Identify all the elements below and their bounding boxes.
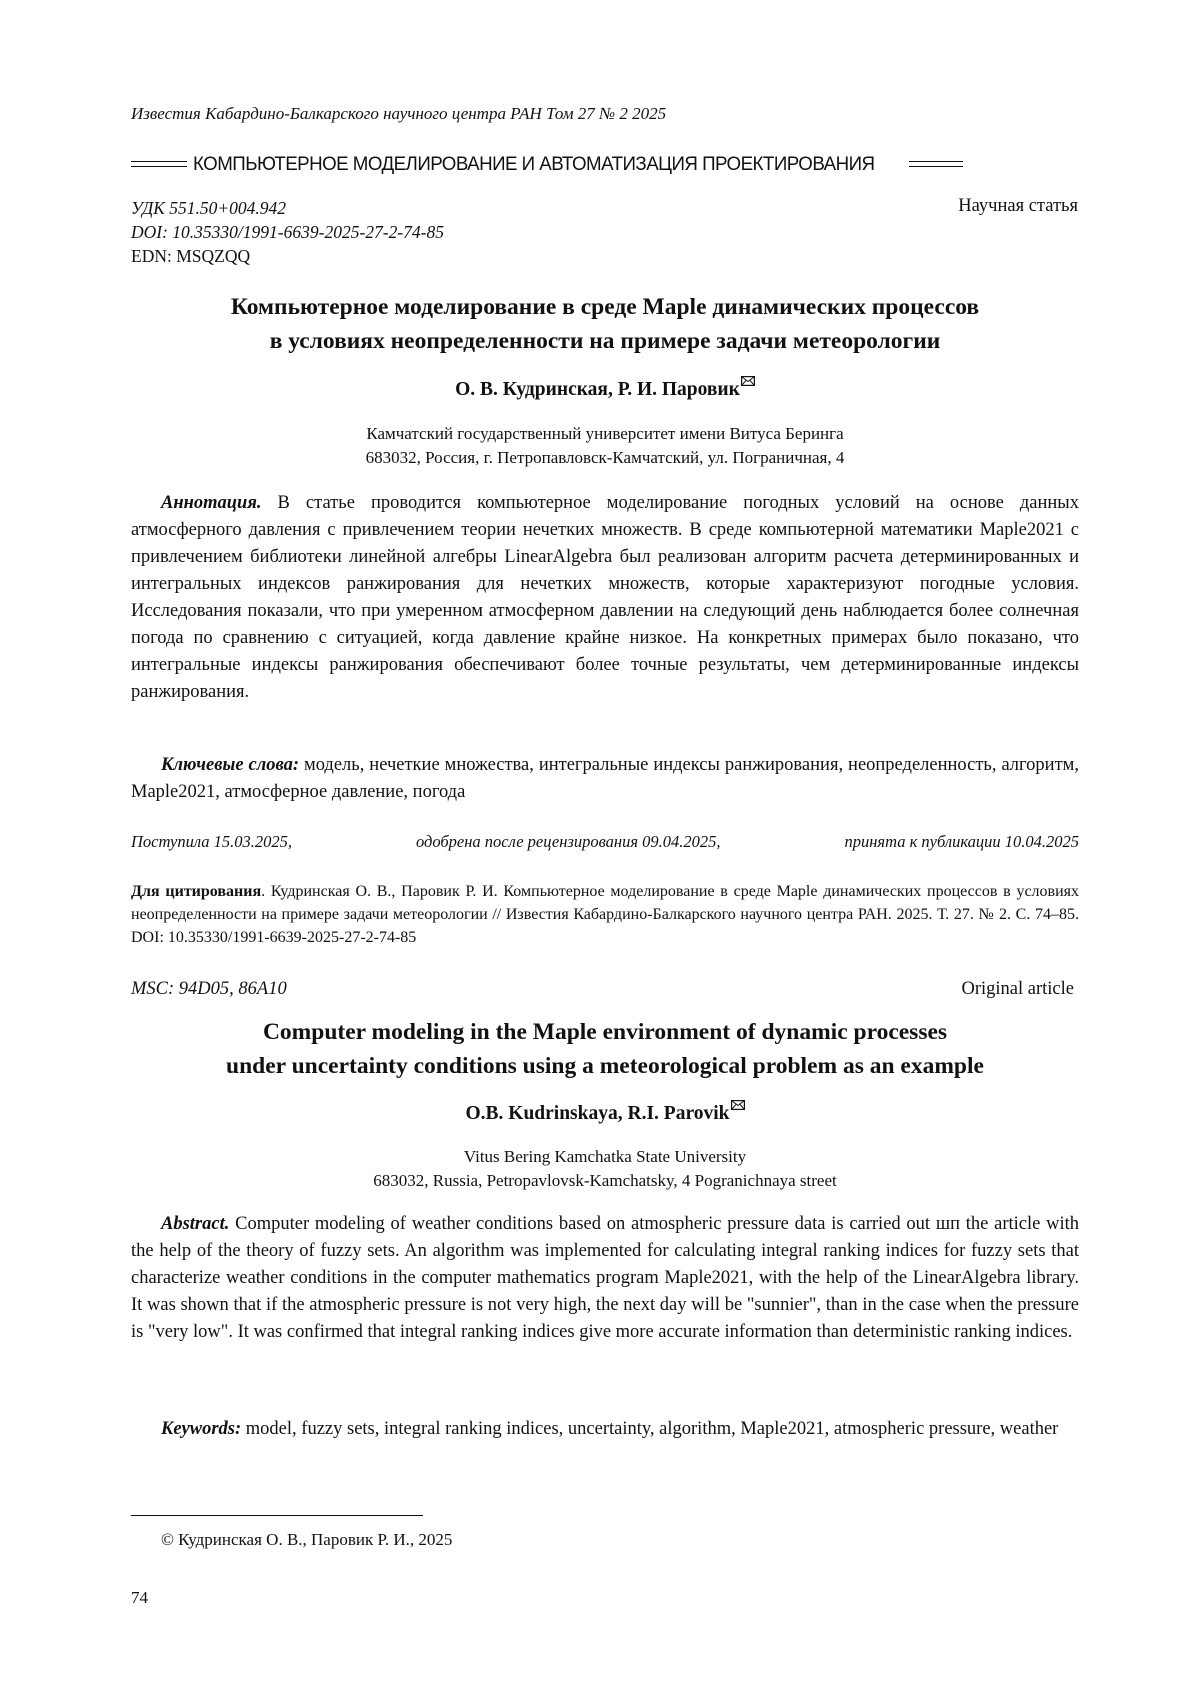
en-article-type: Original article (961, 979, 1074, 999)
doi: DOI: 10.35330/1991-6639-2025-27-2-74-85 (131, 222, 445, 242)
en-affiliation-name: Vitus Bering Kamchatka State University (463, 1147, 747, 1166)
citation-block (131, 880, 1079, 949)
citation-label: Для цитирования (131, 883, 262, 900)
date-accepted: принята к публикации 10.04.2025 (844, 832, 1079, 851)
ru-article-type: Научная статья (958, 196, 1078, 216)
date-reviewed: одобрена после рецензирования 09.04.2025, (415, 832, 721, 851)
en-abstract (131, 1211, 1079, 1346)
en-affiliation-address: 683032, Russia, Petropavlovsk-Kamchatsky, 4 Pogranichnaya street (373, 1171, 837, 1190)
rubric-header (131, 150, 1079, 178)
copyright-note: © Кудринская О. В., Паровик Р. И., 2025 (161, 1530, 453, 1549)
en-title (131, 1015, 1079, 1083)
en-affiliation (131, 1145, 1079, 1193)
udk-code: УДК 551.50+004.942 (131, 198, 287, 218)
ru-abstract-label: Аннотация. (161, 493, 262, 513)
date-received: Поступила 15.03.2025, (131, 832, 292, 851)
journal-header: Известия Кабардино-Балкарского научного центра РАН Том 27 № 2 2025 (131, 104, 667, 123)
ru-abstract-text: В статье проводится компьютерное моделирование погодных условий на основе данных атмосферного давления с привлечением теории нечетких множеств. В среде компьютерной математики Maple2021 с привлечением библиотеки линейной алгебры LinearAlgebra был реализован алгоритм расчета детерминированных и интегральных индексов ранжирования для нечетких множеств, которые характеризуют погодные условия. Исследования показали, что при умеренном атмосферном давлении на следующий день наблюдается более солнечная погода по сравнению с ситуацией, когда давление крайне низкое. На конкретных примерах было показано, что интегральные индексы ранжирования обеспечивают более точные результаты, чем детерминированные индексы ранжирования. (131, 493, 1079, 702)
ru-title (131, 290, 1079, 358)
ru-title-line-2: в условиях неопределенности на примере задачи метеорологии (269, 328, 941, 354)
rubric-title: КОМПЬЮТЕРНОЕ МОДЕЛИРОВАНИЕ И АВТОМАТИЗАЦИЯ ПРОЕКТИРОВАНИЯ (193, 152, 875, 175)
article-dates (131, 832, 1079, 852)
page-number: 74 (131, 1588, 148, 1607)
citation-text: . Кудринская О. В., Паровик Р. И. Компьютерное моделирование в среде Maple динамических процессов в условиях неопределенности на примере задачи метеорологии // Известия Кабардино-Балкарского научного центра РАН. 2025. Т. 27. № 2. С. 74–85. DOI: 10.35330/1991-6639-2025-27-2-74-85 (131, 883, 1080, 946)
envelope-icon (731, 1100, 745, 1110)
edn: EDN: MSQZQQ (131, 246, 251, 266)
en-authors (131, 1100, 1079, 1125)
en-keywords (131, 1416, 1079, 1443)
ru-affiliation (131, 422, 1079, 470)
ru-keywords-text: модель, нечеткие множества, интегральные индексы ранжирования, неопределенность, алгоритм, Maple2021, атмосферное давление, погода (131, 755, 1079, 802)
ru-affiliation-name: Камчатский государственный университет имени Витуса Беринга (366, 424, 844, 443)
en-authors-names: O.B. Kudrinskaya, R.I. Parovik (465, 1103, 730, 1124)
ru-authors-names: О. В. Кудринская, Р. И. Паровик (455, 379, 740, 400)
en-keywords-text: model, fuzzy sets, integral ranking indices, uncertainty, algorithm, Maple2021, atmospheric pressure, weather (241, 1419, 1059, 1439)
ru-affiliation-address: 683032, Россия, г. Петропавловск-Камчатский, ул. Пограничная, 4 (365, 448, 845, 467)
ru-keywords (131, 752, 1079, 806)
envelope-icon (741, 376, 755, 386)
en-keywords-label: Keywords: (161, 1419, 242, 1439)
en-title-line-2: under uncertainty conditions using a meteorological problem as an example (226, 1053, 984, 1079)
footnote-divider (131, 1515, 423, 1516)
ru-authors (131, 376, 1079, 401)
rubric-rule-left (131, 161, 187, 167)
en-abstract-text: Computer modeling of weather conditions based on atmospheric pressure data is carried out шп the article with the help of the theory of fuzzy sets. An algorithm was implemented for calculating integral ranking indices for fuzzy sets that characterize weather conditions in the computer mathematics program Maple2021, with the help of the LinearAlgebra library. It was shown that if the atmospheric pressure is not very high, the next day will be "sunnier", than in the case when the pressure is "very low". It was confirmed that integral ranking indices give more accurate information than deterministic ranking indices. (131, 1214, 1079, 1342)
ru-abstract (131, 490, 1079, 706)
msc-codes: MSC: 94D05, 86A10 (131, 979, 287, 999)
ru-keywords-label: Ключевые слова: (161, 755, 300, 775)
rubric-rule-right (909, 161, 963, 167)
en-abstract-label: Abstract. (161, 1214, 230, 1234)
ru-title-line-1: Компьютерное моделирование в среде Maple динамических процессов (230, 294, 980, 320)
en-title-line-1: Computer modeling in the Maple environment of dynamic processes (262, 1019, 948, 1045)
ru-identifiers (131, 196, 444, 268)
